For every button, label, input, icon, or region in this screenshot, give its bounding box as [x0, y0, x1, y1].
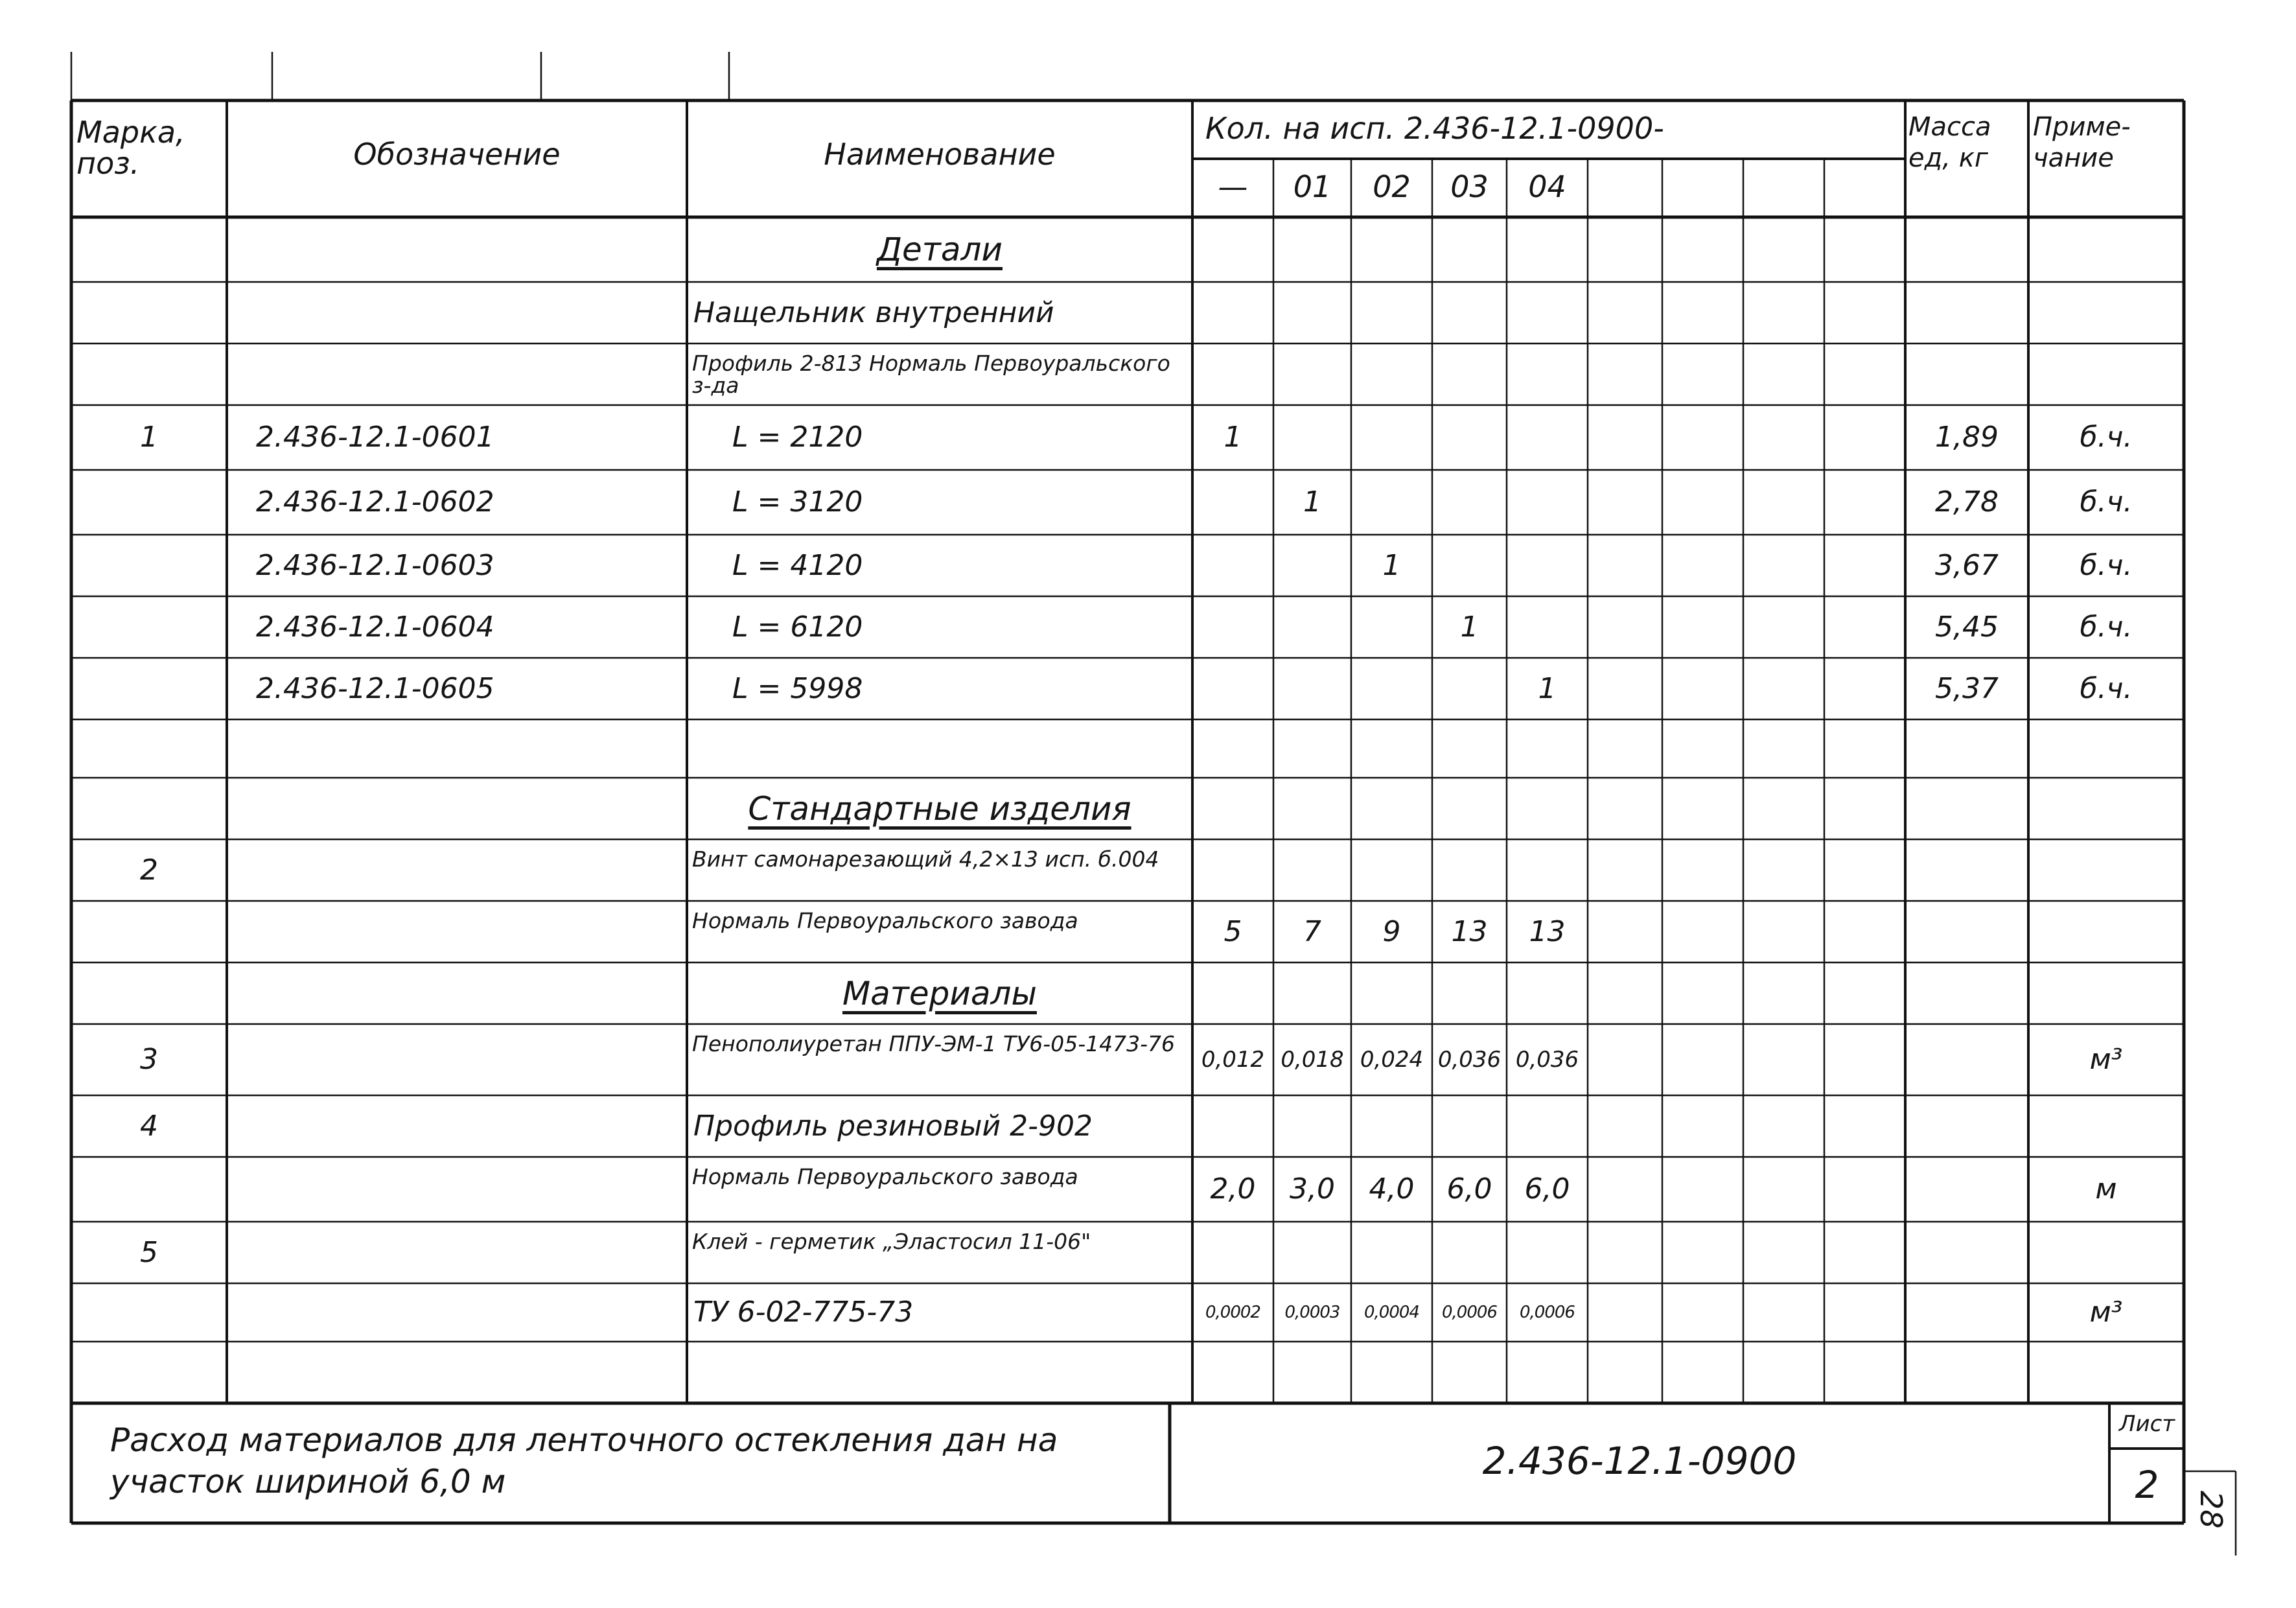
- footer-note: Расход материалов для ленточного остекления дан на участок шириной 6,0 м: [110, 1421, 1058, 1500]
- header-variant-3: 03: [1450, 169, 1489, 204]
- row-name: L = 2120: [732, 421, 863, 454]
- header-mark: Марка, поз.: [76, 115, 185, 181]
- row-name: Нормаль Первоуральского завода: [692, 1164, 1078, 1189]
- row-qty-2: 4,0: [1369, 1172, 1415, 1206]
- row-qty-3: 1: [1460, 610, 1479, 644]
- row-remark: м³: [2089, 1296, 2123, 1329]
- row-designation: 2.436-12.1-0602: [256, 485, 494, 519]
- row-name: Профиль резиновый 2-902: [693, 1109, 1093, 1143]
- row-name: Винт самонарезающий 4,2×13 исп. б.004: [692, 846, 1159, 872]
- row-remark: б.ч.: [2080, 671, 2133, 705]
- header-qty-title: Кол. на исп. 2.436-12.1-0900-: [1205, 111, 1664, 146]
- row-qty-3: 6,0: [1446, 1172, 1492, 1206]
- row-qty-1: 0,018: [1281, 1047, 1344, 1073]
- row-name: Пенополиуретан ППУ-ЭМ-1 ТУ6-05-1473-76: [692, 1031, 1175, 1056]
- header-variant-1: 01: [1293, 169, 1332, 204]
- header-variant-0: —: [1218, 169, 1248, 204]
- header-variant-4: 04: [1528, 169, 1566, 204]
- row-mass: 1,89: [1935, 421, 1999, 454]
- row-mass: 5,45: [1935, 610, 1999, 644]
- row-qty-4: 1: [1538, 671, 1557, 705]
- row-mark: 4: [140, 1109, 158, 1143]
- row-designation: 2.436-12.1-0605: [256, 671, 494, 705]
- row-qty-4: 6,0: [1524, 1172, 1570, 1206]
- row-qty-3: 13: [1451, 915, 1488, 948]
- row-designation: 2.436-12.1-0604: [256, 610, 494, 644]
- section-title: Детали: [876, 231, 1003, 268]
- row-remark: б.ч.: [2080, 485, 2133, 519]
- row-mark: 5: [140, 1235, 158, 1269]
- row-qty-0: 0,0002: [1205, 1303, 1260, 1322]
- row-qty-3: 0,0006: [1442, 1303, 1497, 1322]
- row-designation: 2.436-12.1-0601: [256, 421, 494, 454]
- row-name: ТУ 6-02-775-73: [693, 1296, 914, 1329]
- row-name: Профиль 2-813 Нормаль Первоуральского з-да: [692, 351, 1170, 398]
- row-qty-0: 1: [1223, 421, 1242, 454]
- row-remark: м³: [2089, 1043, 2123, 1076]
- row-name: L = 6120: [732, 610, 863, 644]
- header-variant-2: 02: [1373, 169, 1411, 204]
- row-qty-1: 0,0003: [1284, 1303, 1340, 1322]
- row-qty-0: 2,0: [1210, 1172, 1256, 1206]
- row-qty-2: 0,0004: [1364, 1303, 1419, 1322]
- row-qty-1: 3,0: [1290, 1172, 1335, 1206]
- row-name: Нащельник внутренний: [693, 296, 1054, 329]
- row-qty-1: 1: [1303, 485, 1321, 519]
- row-mark: 3: [140, 1043, 158, 1076]
- row-qty-0: 0,012: [1201, 1047, 1265, 1073]
- row-mass: 3,67: [1935, 548, 1999, 582]
- row-remark: б.ч.: [2080, 421, 2133, 454]
- header-remark: Приме- чание: [2033, 112, 2131, 173]
- row-designation: 2.436-12.1-0603: [256, 548, 494, 582]
- section-title: Материалы: [842, 974, 1037, 1012]
- header-designation: Обозначение: [353, 137, 561, 172]
- page-stamp: 28: [2194, 1491, 2229, 1529]
- header-mass: Масса ед, кг: [1908, 112, 1991, 173]
- row-name: L = 3120: [732, 485, 863, 519]
- row-qty-2: 1: [1382, 548, 1401, 582]
- row-qty-0: 5: [1223, 915, 1242, 948]
- row-name: L = 4120: [732, 548, 863, 582]
- row-name: Нормаль Первоуральского завода: [692, 908, 1078, 933]
- row-mass: 2,78: [1935, 485, 1999, 519]
- row-name: L = 5998: [732, 671, 863, 705]
- row-qty-4: 0,036: [1515, 1047, 1579, 1073]
- row-qty-2: 0,024: [1360, 1047, 1424, 1073]
- row-remark: б.ч.: [2080, 548, 2133, 582]
- sheet-number: 2: [2135, 1463, 2159, 1507]
- row-remark: м: [2095, 1172, 2117, 1206]
- sheet-label: Лист: [2118, 1411, 2175, 1437]
- header-name: Наименование: [824, 137, 1056, 172]
- row-qty-4: 0,0006: [1520, 1303, 1575, 1322]
- row-mark: 1: [140, 421, 158, 454]
- row-qty-2: 9: [1382, 915, 1401, 948]
- row-remark: б.ч.: [2080, 610, 2133, 644]
- document-number: 2.436-12.1-0900: [1482, 1439, 1797, 1483]
- row-qty-3: 0,036: [1437, 1047, 1502, 1073]
- row-name: Клей - герметик „Эластосил 11-06": [692, 1229, 1091, 1254]
- row-qty-1: 7: [1303, 915, 1321, 948]
- row-mark: 2: [140, 853, 158, 887]
- section-title: Стандартные изделия: [748, 789, 1131, 828]
- row-mass: 5,37: [1935, 671, 1999, 705]
- row-qty-4: 13: [1529, 915, 1566, 948]
